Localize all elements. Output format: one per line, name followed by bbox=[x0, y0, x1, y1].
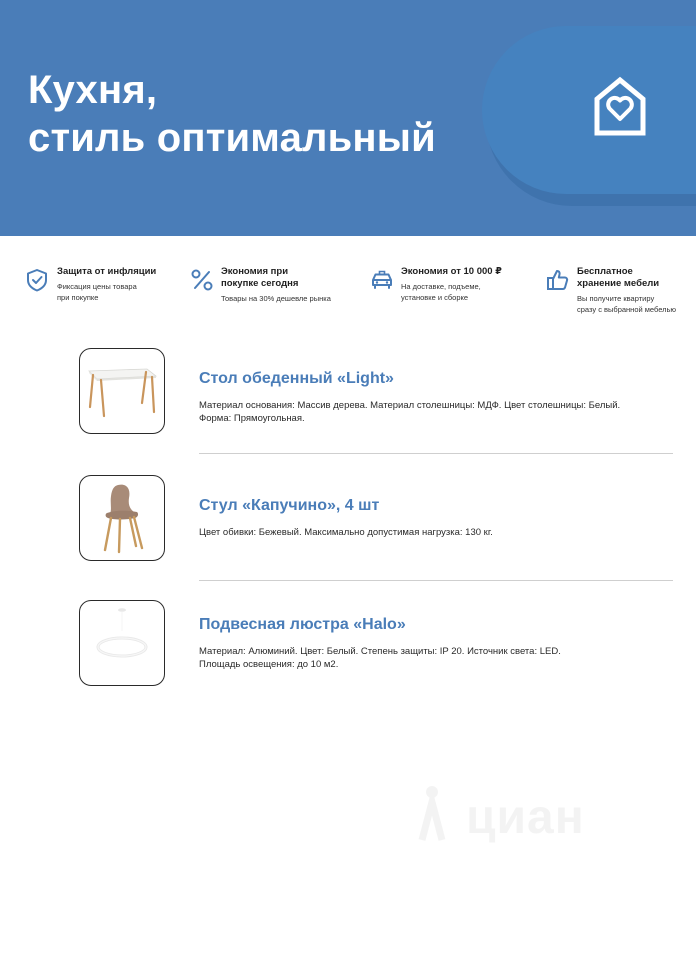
thumbs-up-icon bbox=[546, 268, 570, 292]
watermark-text: циан bbox=[466, 791, 585, 844]
benefit-title: Защита от инфляции bbox=[57, 266, 157, 277]
page-title-line-1: Кухня, bbox=[28, 68, 158, 112]
watermark-figure-icon bbox=[410, 780, 464, 850]
house-heart-icon bbox=[592, 75, 648, 137]
product-description-line: Материал: Алюминий. Цвет: Белый. Степень защиты: IP 20. Источник света: LED. bbox=[199, 646, 561, 657]
ring-chandelier-image bbox=[79, 600, 165, 686]
product-item bbox=[0, 348, 696, 448]
benefit-desc: установке и сборке bbox=[401, 293, 469, 302]
benefit-desc: Фиксация цены товара bbox=[57, 282, 137, 291]
divider bbox=[199, 580, 673, 581]
divider bbox=[199, 453, 673, 454]
benefit-desc: при покупке bbox=[57, 293, 99, 302]
car-icon bbox=[370, 268, 394, 292]
page-title-line-2: стиль оптимальный bbox=[28, 116, 436, 160]
product-item bbox=[0, 600, 696, 700]
product-title: Стул «Капучино», 4 шт bbox=[199, 497, 380, 514]
product-title: Стол обеденный «Light» bbox=[199, 370, 394, 387]
benefit-title: Бесплатное bbox=[577, 266, 633, 277]
dining-table-image bbox=[79, 348, 165, 434]
product-description-line: Материал основания: Массив дерева. Материал столешницы: МДФ. Цвет столешницы: Белый. bbox=[199, 400, 621, 411]
product-title: Подвесная люстра «Halo» bbox=[199, 616, 406, 633]
product-description-line: Площадь освещения: до 10 м2. bbox=[199, 658, 339, 670]
product-description bbox=[199, 646, 669, 671]
product-description bbox=[199, 527, 669, 540]
chair-image bbox=[79, 475, 165, 561]
header-banner bbox=[0, 0, 696, 236]
watermark bbox=[410, 780, 620, 850]
percent-icon bbox=[190, 268, 214, 292]
benefits-row bbox=[0, 266, 696, 322]
benefit-title: Экономия при bbox=[221, 266, 289, 277]
benefit-desc: На доставке, подъеме, bbox=[401, 282, 481, 291]
benefit-title: хранение мебели bbox=[577, 278, 660, 289]
product-description-line: Цвет обивки: Бежевый. Максимально допустимая нагрузка: 130 кг. bbox=[199, 527, 493, 538]
shield-check-icon bbox=[26, 268, 50, 292]
benefit-title: Экономия от 10 000 ₽ bbox=[401, 266, 502, 277]
product-description-line: Форма: Прямоугольная. bbox=[199, 412, 305, 424]
benefit-desc: сразу с выбранной мебелью bbox=[577, 305, 677, 314]
product-item bbox=[0, 475, 696, 575]
benefit-desc: Вы получите квартиру bbox=[577, 294, 655, 303]
header-decoration bbox=[482, 26, 696, 194]
benefit-title: покупке сегодня bbox=[221, 278, 299, 289]
product-description bbox=[199, 400, 669, 425]
benefit-desc: Товары на 30% дешевле рынка bbox=[221, 294, 331, 303]
page-title bbox=[28, 66, 436, 162]
